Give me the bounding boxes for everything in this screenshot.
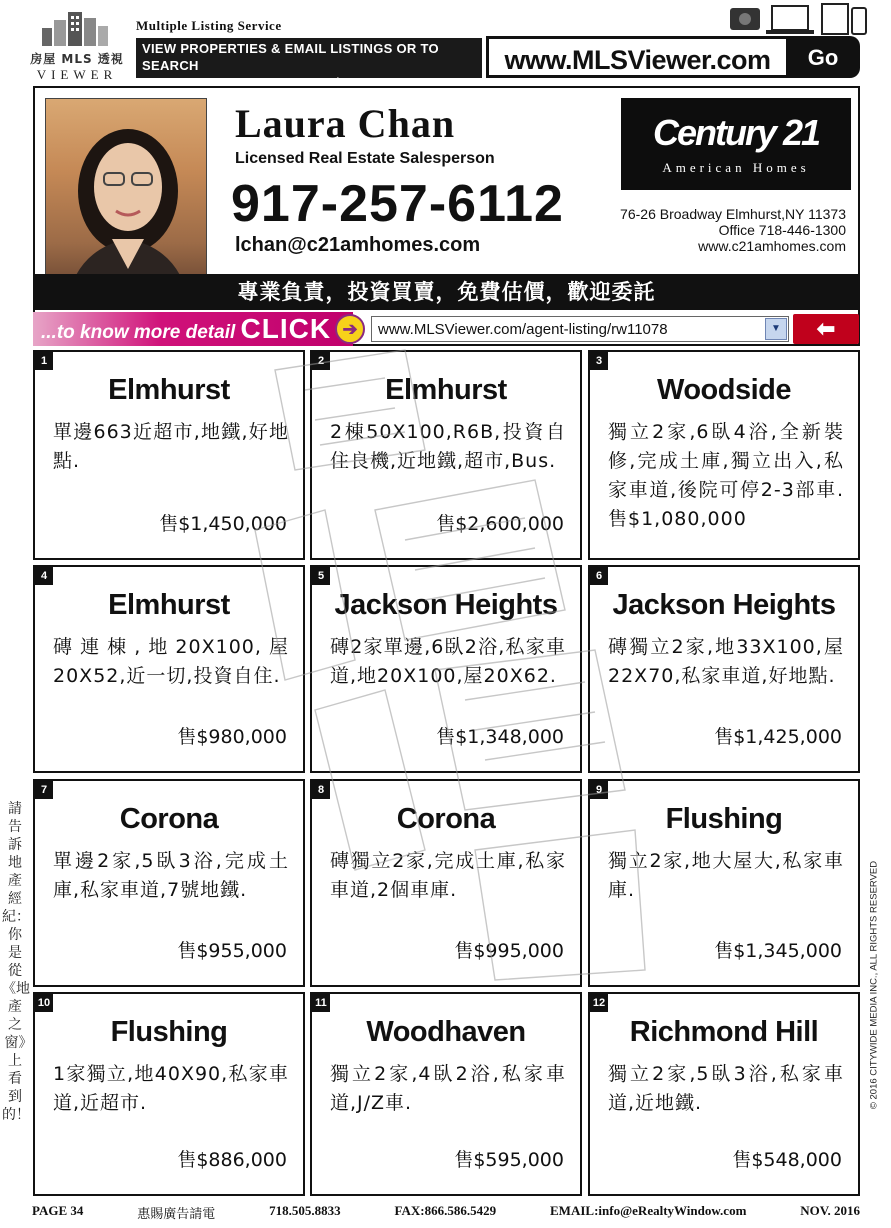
listing-description: 磚獨立2家,完成土庫,私家車道,2個車庫. <box>330 850 566 901</box>
listing-city: Elmhurst <box>385 374 507 406</box>
listing-price: 售$2,600,000 <box>436 513 564 535</box>
listing-description: 獨立2家,5臥3浴,私家車道,近地鐵. <box>608 1063 844 1114</box>
office-website[interactable]: www.c21amhomes.com <box>698 238 846 254</box>
listing-price: 售$995,000 <box>454 940 564 962</box>
tagline-line1: VIEW PROPERTIES & EMAIL LISTINGS OR TO SEARCH <box>142 41 439 73</box>
listing-number: 12 <box>590 994 608 1012</box>
brokerage-sub-text: American Homes <box>662 160 810 175</box>
listing-city: Jackson Heights <box>334 589 558 621</box>
click-word: CLICK <box>240 313 332 344</box>
tagline-line2: ANY SERVICE PROVIDERS 24/7 A DAY, 365 DAYS <box>142 75 460 90</box>
agent-title: Licensed Real Estate Salesperson <box>235 150 495 167</box>
listing-number: 5 <box>312 567 330 585</box>
listing-description: 獨立2家,6臥4浴,全新裝修,完成土庫,獨立出入,私家車道,後院可停2-3部車.售$1,080,000 <box>608 421 844 530</box>
listing-price: 售$1,450,000 <box>159 513 287 535</box>
listing-description: 獨立2家,地大屋大,私家車庫. <box>608 850 844 901</box>
click-banner[interactable] <box>33 312 353 346</box>
listing-card[interactable] <box>310 350 582 560</box>
listing-description: 單邊2家,5臥3浴,完成土庫,私家車道,7號地鐵. <box>53 850 289 901</box>
side-notice: 請告訴地產經紀：你是從《地產之窗》上看到的！ <box>2 801 30 1123</box>
listing-number: 9 <box>590 781 608 799</box>
listing-card[interactable] <box>588 779 860 987</box>
listing-card[interactable] <box>33 992 305 1196</box>
listing-card[interactable] <box>588 565 860 773</box>
listing-card[interactable] <box>310 565 582 773</box>
footer-email[interactable]: EMAIL:info@eRealtyWindow.com <box>550 1203 747 1218</box>
listing-number: 10 <box>35 994 53 1012</box>
listing-price: 售$955,000 <box>177 940 287 962</box>
click-bar <box>33 312 860 346</box>
listing-card[interactable] <box>33 350 305 560</box>
listing-price: 售$886,000 <box>177 1149 287 1171</box>
brokerage-logo-text: Century 21 <box>652 112 820 153</box>
listing-price: 售$548,000 <box>732 1149 842 1171</box>
mls-viewer-logo[interactable] <box>26 6 128 82</box>
listing-card[interactable] <box>588 992 860 1196</box>
mls-title: Multiple Listing Service <box>136 18 282 33</box>
listing-description: 磚連棟,地20X100,屋20X52,近一切,投資自住. <box>53 636 289 687</box>
agent-name: Laura Chan <box>235 101 456 146</box>
listing-price: 售$1,345,000 <box>714 940 842 962</box>
listing-card[interactable] <box>310 779 582 987</box>
listing-number: 1 <box>35 352 53 370</box>
logo-viewer-text: VIEWER <box>36 67 118 82</box>
mls-viewer-url[interactable]: www.MLSViewer.com <box>486 36 786 78</box>
listing-city: Flushing <box>665 803 783 835</box>
listing-number: 2 <box>312 352 330 370</box>
listing-city: Woodhaven <box>366 1016 526 1048</box>
go-button[interactable]: Go <box>786 36 860 78</box>
century21-logo <box>621 98 851 190</box>
listing-city: Corona <box>396 803 496 835</box>
listing-city: Corona <box>119 803 219 835</box>
listing-number: 8 <box>312 781 330 799</box>
listing-number: 4 <box>35 567 53 585</box>
listing-description: 2棟50X100,R6B,投資自住良機,近地鐵,超市,Bus. <box>330 421 566 472</box>
listing-city: Jackson Heights <box>612 589 836 621</box>
listing-description: 磚2家單邊,6臥2浴,私家車道,地20X100,屋20X62. <box>330 636 566 687</box>
listing-number: 11 <box>312 994 330 1012</box>
listing-card[interactable] <box>33 565 305 773</box>
listing-description: 獨立2家,4臥2浴,私家車道,J/Z車. <box>330 1063 566 1114</box>
page-footer <box>32 1203 860 1222</box>
listing-number: 6 <box>590 567 608 585</box>
listing-price: 售$1,425,000 <box>714 726 842 748</box>
office-phone: Office 718-446-1300 <box>718 222 846 238</box>
listing-price: 售$1,348,000 <box>436 726 564 748</box>
listing-city: Elmhurst <box>108 589 230 621</box>
listing-city: Elmhurst <box>108 374 230 406</box>
footer-date: NOV. 2016 <box>800 1203 860 1218</box>
listing-card[interactable] <box>33 779 305 987</box>
listing-description: 磚獨立2家,地33X100,屋22X70,私家車道,好地點. <box>608 636 844 687</box>
listing-card[interactable] <box>310 992 582 1196</box>
footer-ad-call: 惠賜廣告請電 <box>137 1207 216 1222</box>
footer-fax: FAX:866.586.5429 <box>394 1203 497 1218</box>
agent-phone[interactable]: 917-257-6112 <box>231 175 564 233</box>
listing-number: 3 <box>590 352 608 370</box>
listing-city: Flushing <box>110 1016 228 1048</box>
building-icon <box>40 8 110 48</box>
footer-phone: 718.505.8833 <box>269 1203 341 1218</box>
listing-city: Woodside <box>656 374 792 406</box>
listing-number: 7 <box>35 781 53 799</box>
logo-cn-text: 房屋 MLS 透視 <box>30 52 124 66</box>
listing-city: Richmond Hill <box>629 1016 819 1048</box>
back-arrow-button[interactable]: ⬅ <box>793 314 859 344</box>
devices-icon <box>722 2 872 38</box>
listing-card[interactable] <box>588 350 860 560</box>
listing-price: 售$980,000 <box>177 726 287 748</box>
listing-price: 售$595,000 <box>454 1149 564 1171</box>
listing-description: 1家獨立,地40X90,私家車道,近超市. <box>53 1063 289 1114</box>
agent-email[interactable]: lchan@c21amhomes.com <box>235 234 481 256</box>
arrow-right-icon[interactable]: ➔ <box>335 314 365 344</box>
dropdown-arrow-icon[interactable]: ▼ <box>765 318 787 340</box>
agent-card <box>33 86 860 346</box>
copyright-notice <box>866 770 882 1200</box>
agent-slogan: 專業負責，投資買賣，免費估價，歡迎委託 <box>35 274 858 310</box>
footer-page: PAGE 34 <box>32 1203 84 1218</box>
listing-description: 單邊663近超市,地鐵,好地點. <box>53 421 289 472</box>
click-prefix: ...to know more detail <box>41 322 236 343</box>
office-address: 76-26 Broadway Elmhurst,NY 11373 <box>620 206 846 222</box>
mls-tagline <box>136 38 482 90</box>
agent-listing-url-field[interactable]: www.MLSViewer.com/agent-listing/rw11078 <box>371 316 789 342</box>
copyright-text: © 2016 CITYWIDE MEDIA INC., ALL RIGHTS RESERVED <box>868 860 880 1110</box>
